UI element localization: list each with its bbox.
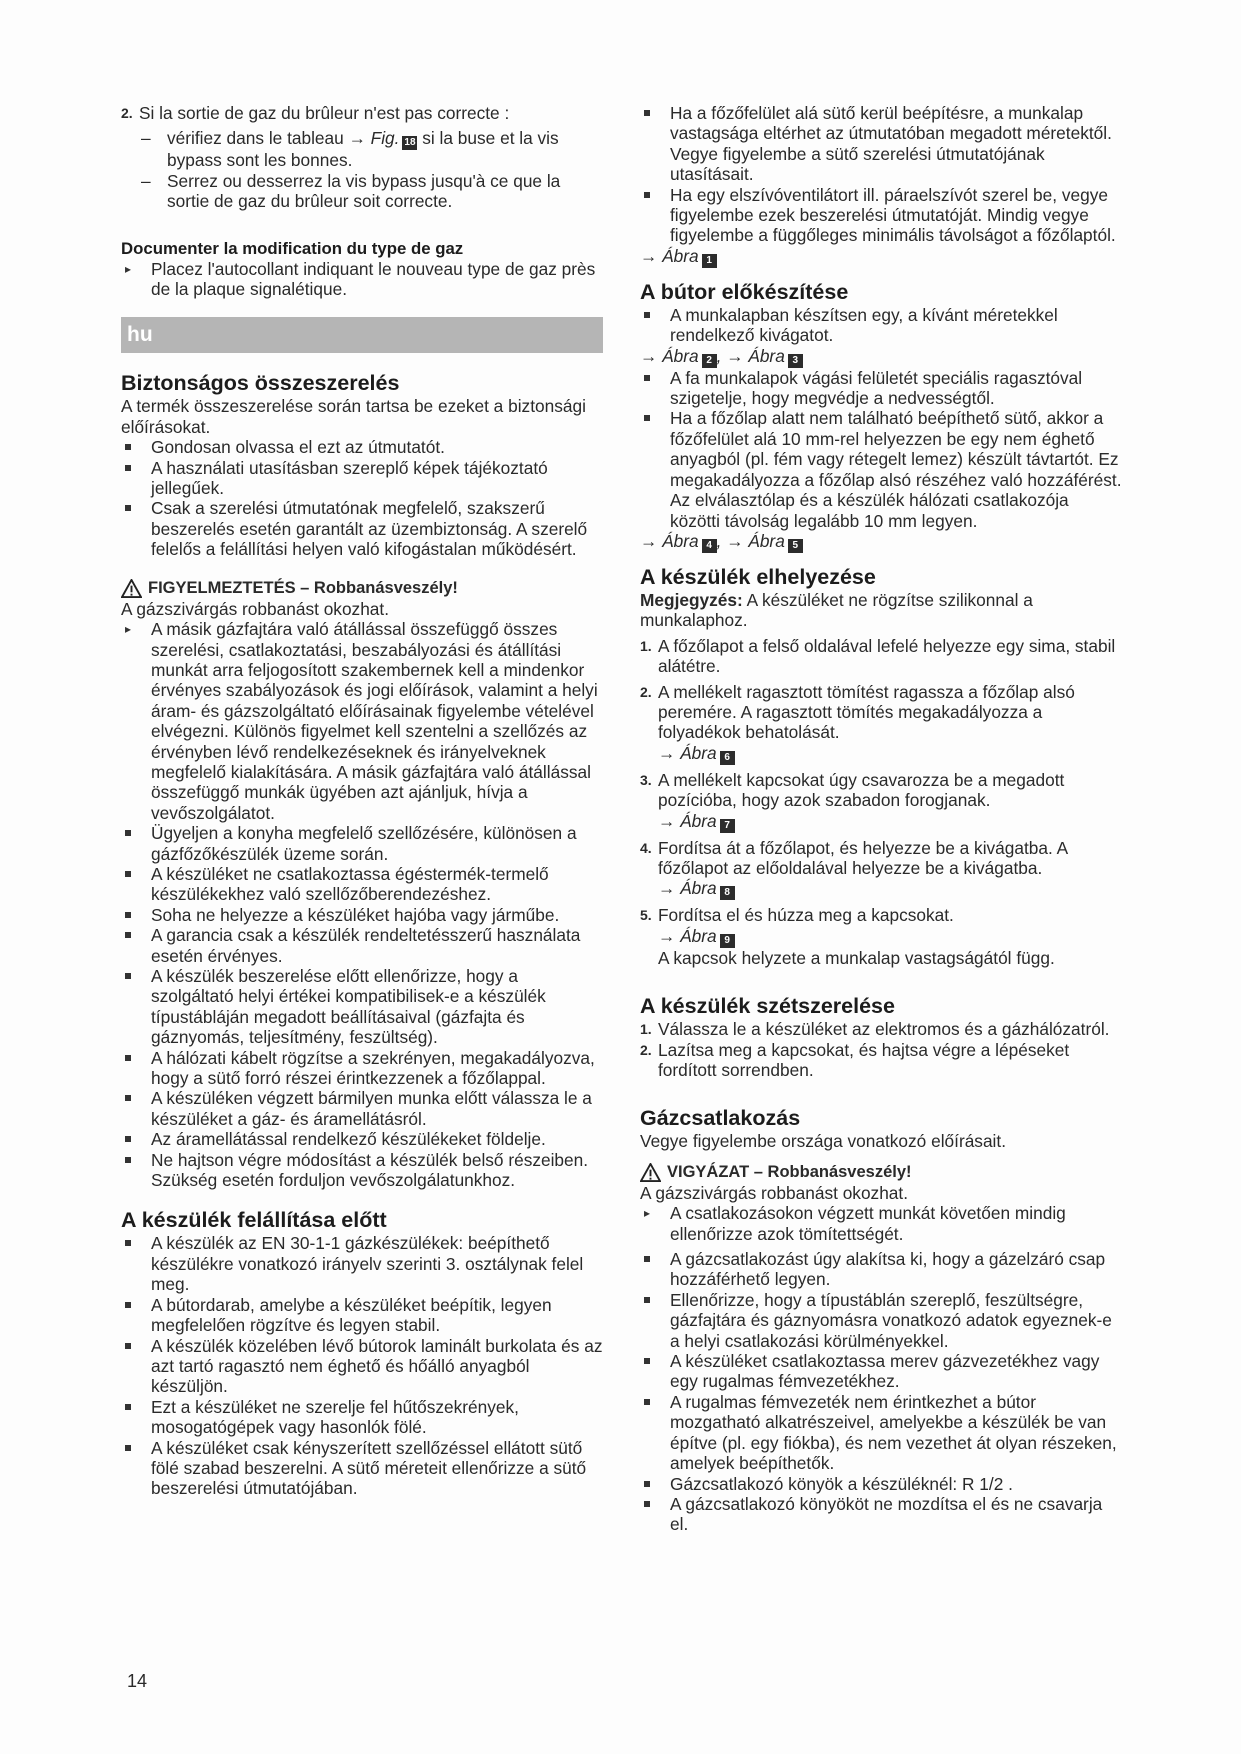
figure-ref: → Ábra 4 , → Ábra 5 [640,531,1122,553]
placement-step: 3. A mellékelt kapcsokat úgy csavarozza be a megadott pozícióba, hogy azok szabadon forogjanak. → Ábra 7 [640,770,1122,833]
safety-list [121,437,603,559]
figure-ref-box: 8 [720,886,735,900]
list-item: Ezt a készüléket ne szerelje fel hűtőszekrények, mosogatógépek vagy hasonlók fölé. [151,1396,519,1438]
list-item: Csak a szerelési útmutatónak megfelelő, szakszerű beszerelés esetén garantált az üzembiztonság. A szerelő felelős a felállítási helyen való kifogástalan működésért. [151,498,588,560]
figure-ref: → Ábra 8 [658,878,1122,900]
safety-intro: A termék összeszerelése során tartsa be ezeket a biztonsági előírásokat. [121,396,586,437]
placement-step: 2. A mellékelt ragasztott tömítést ragassza a főzőlap alsó peremére. A ragasztott tömítés megakadályozza a folyadékok behatolását. → Ábra 6 [640,682,1122,765]
list-item: Gondosan olvassa el ezt az útmutatót. [151,437,445,458]
figure-ref-box: 4 [702,539,717,553]
safety-heading: Biztonságos összeszerelés [121,371,400,396]
step-text: Si la sortie de gaz du brûleur n'est pas correcte : [139,103,510,123]
list-item: Ha a főzőlap alatt nem található beépíthető sütő, akkor a főzőfelület alá 10 mm-rel helyezzen be egy nem éghető anyagból (pl. fém vagy rétegelt lemez) készült távtartót. Ez megakadályozza a főzőlap alsó részéhez való hozzáférést. Az elválasztólap és a készülék hálózati csatlakozója közötti távolság legalább 10 mm legyen. [670,408,1122,531]
top-list [640,103,1122,246]
right-column [640,103,1122,1535]
doc-item: Placez l'autocollant indiquant le nouveau type de gaz près de la plaque signalétique. [151,258,596,300]
figure-ref: → Ábra 9 [658,926,1122,948]
figure-ref: → Ábra 7 [658,811,1122,833]
step-number: 2. [121,105,133,121]
gas-tri-item: A csatlakozásokon végzett munkát követően mindig ellenőrizze azok tömítettségét. [670,1203,1066,1244]
language-bar: hu [121,317,603,353]
list-item: A készülék közelében lévő bútorok laminált burkolata és az azt tartó ragasztó nem éghető és hőálló anyagból készüljön. [151,1335,603,1397]
placement-heading: A készülék elhelyezése [640,564,876,589]
list-item: Ha a főzőfelület alá sütő kerül beépítésre, a munkalap vastagsága eltérhet az útmutatóban megadott méretektől. Vegye figyelembe a sütő szerelési útmutatójának utasításait. [670,103,1112,185]
removal-heading: A készülék szétszerelése [640,994,895,1019]
left-column [121,103,603,1499]
list-item: Ellenőrizze, hogy a típustáblán szereplő, feszültségre, gázfajtára és gáznyomásra vonatkozó adatok egyeznek-e a helyi csatlakozási körülményekkel. [670,1289,1112,1351]
warning-icon [640,1163,661,1182]
figure-ref-box: 9 [720,934,735,948]
list-item: A készülék beszerelése előtt ellenőrizze, hogy a szolgáltató helyi értékei kompatibilisek-e a készülék típustábláján megadott beállításaival (gázfajta és gáznyomás, teljesítmény, feszültség). [151,966,546,1048]
figure-ref: → Ábra 2 , → Ábra 3 [640,346,1122,368]
list-item: A készüléken végzett bármilyen munka előtt válassza le a készüléket a gáz- és áramellátásról. [151,1088,592,1129]
placement-note: Megjegyzés: A készüléket ne rögzítse szilikonnal a munkalaphoz. [640,589,1033,631]
warning-tri-item: A másik gázfajtára való átállással összefüggő összes szerelési, csatlakoztatási, beszabályozási és átállítási munkát arra feljogosított szakembernek kell a mindenkor érvényes szabályozások és jogi előírások, valamint a helyi áram- és gázszolgáltató előírásainak figyelembe vételével elvégezni. Különös figyelmet kell szentelni a szellőzés az érvényben lévő rendelkezéseknek és irányelveknek megfelelő kialakítására. A másik gázfajtára való átállással összefüggő munkák ügyében azt ajánljuk, hívja a vevőszolgálatot. [151,619,598,823]
list-item: A rugalmas fémvezeték nem érintkezhet a bútor mozgatható alkatrészeivel, amelyekbe a készülék be van építve (pl. egy fiókba), és nem vezethet át olyan részeken, amelyek beépíthetők. [670,1391,1117,1474]
figure-ref-box: 5 [788,539,803,553]
list-item: A gázcsatlakozást úgy alakítsa ki, hogy a gázelzáró csap hozzáférhető legyen. [670,1249,1106,1290]
gas-heading: Gázcsatlakozás [640,1106,801,1131]
warning-list [121,823,603,1190]
placement-step: 5. Fordítsa el és húzza meg a kapcsokat. → Ábra 9 A kapcsok helyzete a munkalap vastagságától függ. [640,905,1122,968]
figure-ref-box: 1 [702,254,717,268]
figure-ref: → Ábra 1 [640,246,1122,268]
removal-step: 1. Válassza le a készüléket az elektromos és a gázhálózatról. [640,1019,1110,1040]
list-item: Az áramellátással rendelkező készülékeket földelje. [151,1129,546,1150]
dash-item-2: Serrez ou desserrez la vis bypass jusqu'à ce que la sortie de gaz du brûleur soit correcte. [167,170,561,212]
removal-step: 2. Lazítsa meg a kapcsokat, és hajtsa végre a lépéseket fordított sorrendben. [640,1039,1070,1080]
list-item: Ügyeljen a konyha megfelelő szellőzésére, különösen a gázfőzőkészülék üzeme során. [151,823,577,864]
list-item: Ha egy elszívóventilátort ill. páraelszívót szerel be, vegye figyelembe ezek beszerelési útmutatóját. Mindig vegye figyelembe a függőleges minimális távolságot a főzőlaptól. [670,184,1116,246]
figure-ref: → Ábra 6 [658,743,1122,765]
figure-ref-box: 6 [720,751,735,765]
list-item: A készüléket csatlakoztassa merev gázvezetékhez vagy egy rugalmas fémvezetékhez. [670,1351,1100,1392]
list-item: Soha ne helyezze a készüléket hajóba vagy járműbe. [151,904,560,925]
list-item: A hálózati kábelt rögzítse a szekrényen, megakadályozva, hogy a sütő forró részei érintkezzenek a főzőlappal. [151,1047,595,1089]
furniture-heading: A bútor előkészítése [640,279,849,304]
list-item: Gázcsatlakozó könyök a készüléknél: R 1/2 . [670,1473,1013,1494]
placement-step: 1. A főzőlapot a felső oldalával lefelé helyezze egy sima, stabil alátétre. [640,635,1116,677]
figure-ref-box: 18 [404,137,416,149]
list-item: A bútordarab, amelybe a készüléket beépítik, legyen megfelelően rögzítve és legyen stabil. [151,1294,552,1336]
gas-intro: Vegye figyelembe országa vonatkozó előírásait. [640,1131,1007,1152]
setup-heading: A készülék felállítása előtt [121,1208,387,1233]
warning-title: FIGYELMEZTETÉS – Robbanásveszély! [121,578,603,599]
list-item: A garancia csak a készülék rendeltetésszerű használata esetén érvényes. [151,925,581,966]
list-item: Ne hajtson végre módosítást a készülék belső részeiben. Szükség esetén forduljon vevőszolgálatunkhoz. [151,1149,589,1191]
figure-ref-box: 2 [702,354,717,368]
placement-step: 4. Fordítsa át a főzőlapot, és helyezze be a kivágatba. A főzőlapot az előoldalával helyezze be a kivágatba. → Ábra 8 [640,838,1122,901]
figure-ref-box: 3 [788,354,803,368]
gas-warning-line: A gázszivárgás robbanást okozhat. [640,1182,909,1203]
list-item: A használati utasításban szereplő képek tájékoztató jellegűek. [151,457,548,499]
dash-item-1: vérifiez dans le tableau → Fig. 18 si la buse et la vis bypass sont les bonnes. [167,128,559,171]
setup-list [121,1233,603,1498]
gas-warning-title: VIGYÁZAT – Robbanásveszély! [640,1162,1122,1183]
gas-list [640,1249,1122,1535]
list-item: A készüléket ne csatlakoztassa égéstermék-termelő készülékekhez való szellőzőberendezéshez. [151,863,549,905]
list-item: A fa munkalapok vágási felületét speciális ragasztóval szigetelje, hogy megvédje a nedvességtől. [670,367,1083,409]
list-item: A munkalapban készítsen egy, a kívánt méretekkel rendelkező kivágatot. [670,304,1058,346]
doc-heading: Documenter la modification du type de gaz [121,238,464,258]
list-item: A gázcsatlakozó könyököt ne mozdítsa el és ne csavarja el. [670,1493,1103,1535]
figure-ref-box: 7 [720,819,735,833]
warning-line: A gázszivárgás robbanást okozhat. [121,598,390,619]
step-extra: A kapcsok helyzete a munkalap vastagságától függ. [658,947,1055,968]
warning-icon [121,579,142,598]
list-item: A készüléket csak kényszerített szellőzéssel ellátott sütő fölé szabad beszerelni. A sütő méreteit ellenőrizze a sütő beszerelési útmutatójában. [151,1437,587,1499]
list-item: A készülék az EN 30-1-1 gázkészülékek: beépíthető készülékre vonatkozó irányelv szerinti 3. osztálynak felel meg. [151,1233,584,1295]
step-2 [121,103,603,123]
page-number: 14 [127,1671,148,1691]
